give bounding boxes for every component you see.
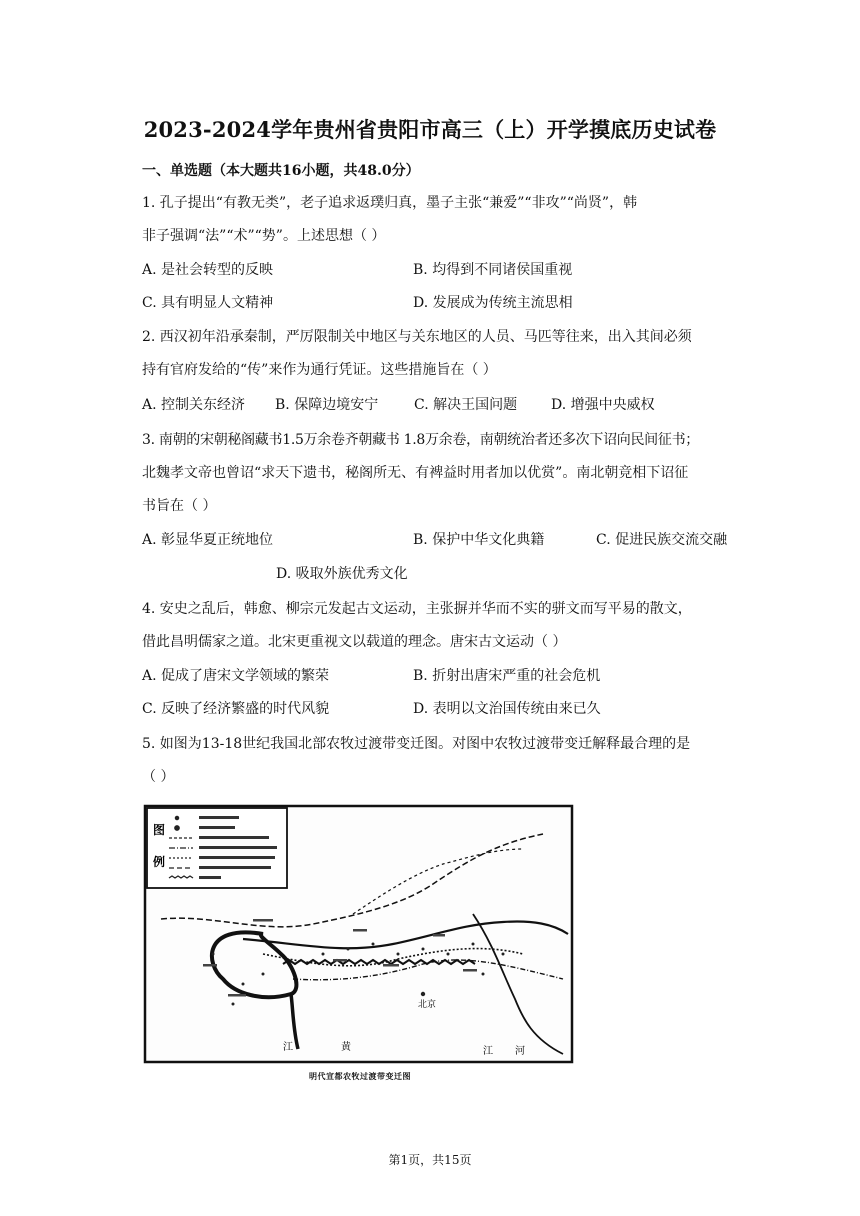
question-1-line-1: 1. 孔子提出“有教无类”，老子追求返璞归真，墨子主张“兼爱”“非攻”“尚贤”，韩 [142, 195, 638, 211]
question-4-option-d: D. 表明以文治国传统由来已久 [413, 701, 601, 717]
question-3-option-d: D. 吸取外族优秀文化 [276, 566, 408, 582]
map-label-beijing: 北京 [418, 999, 437, 1009]
section-heading: 一、单选题（本大题共16小题，共48.0分） [142, 163, 420, 179]
legend-title-char-2: 例 [153, 855, 166, 869]
map-caption: 明代宣都农牧过渡带变迁图 [309, 1071, 411, 1081]
map-label-jiang-2: 江 [483, 1046, 493, 1057]
question-1-line-2: 非子强调“法”“术”“势”。上述思想（ ） [142, 228, 386, 244]
question-4-line-1: 4. 安史之乱后，韩愈、柳宗元发起古文运动，主张摒并华而不实的骈文而写平易的散文， [142, 601, 692, 617]
question-2-option-a: A. 控制关东经济 [142, 397, 246, 413]
question-3-line-3: 书旨在（ ） [142, 498, 217, 514]
question-3-line-2: 北魏孝文帝也曾诏“求天下遗书，秘阁所无、有裨益时用者加以优赏”。南北朝竞相下诏征 [142, 465, 689, 481]
page-footer: 第1页，共15页 [388, 1153, 472, 1167]
question-1-option-d: D. 发展成为传统主流思相 [413, 295, 573, 311]
question-5-line-2: （ ） [142, 769, 175, 785]
question-4-line-2: 借此昌明儒家之道。北宋更重视文以载道的理念。唐宋古文运动（ ） [142, 634, 567, 650]
map-label-he: 河 [515, 1046, 525, 1057]
question-3-option-b: B. 保护中华文化典籍 [413, 532, 545, 548]
question-1-option-b: B. 均得到不同诸侯国重视 [413, 262, 573, 278]
question-3-option-a: A. 彰显华夏正统地位 [142, 532, 274, 548]
question-3-line-1: 3. 南朝的宋朝秘阁藏书1.5万余卷齐朝藏书 1.8万余卷，南朝统治者还多次下诏向民间征书； [142, 432, 699, 448]
question-2-line-1: 2. 西汉初年沿承秦制，严厉限制关中地区与关东地区的人员、马匹等往来，出入其间必须 [142, 329, 692, 345]
legend-title-char-1: 图 [153, 823, 166, 837]
question-1-option-c: C. 具有明显人文精神 [142, 295, 274, 311]
question-2-option-c: C. 解决王国问题 [414, 397, 518, 413]
page-title: 2023-2024学年贵州省贵阳市高三（上）开学摸底历史试卷 [143, 117, 717, 142]
question-2-line-2: 持有官府发给的“传”来作为通行凭证。这些措施旨在（ ） [142, 362, 497, 378]
pastoral-transition-map [143, 804, 574, 1066]
question-1-option-a: A. 是社会转型的反映 [142, 262, 274, 278]
question-4-option-c: C. 反映了经济繁盛的时代风貌 [142, 701, 330, 717]
question-3-option-c: C. 促进民族交流交融 [596, 532, 728, 548]
question-5-line-1: 5. 如图为13-18世纪我国北部农牧过渡带变迁图。对图中农牧过渡带变迁解释最合理的是 [142, 736, 691, 752]
question-4-option-a: A. 促成了唐宋文学领域的繁荣 [142, 668, 330, 684]
map-label-huang: 黄 [341, 1042, 351, 1053]
question-2-option-b: B. 保障边境安宁 [275, 397, 379, 413]
question-4-option-b: B. 折射出唐宋严重的社会危机 [413, 668, 601, 684]
map-label-jiang: 江 [283, 1042, 293, 1053]
question-2-option-d: D. 增强中央威权 [551, 397, 655, 413]
